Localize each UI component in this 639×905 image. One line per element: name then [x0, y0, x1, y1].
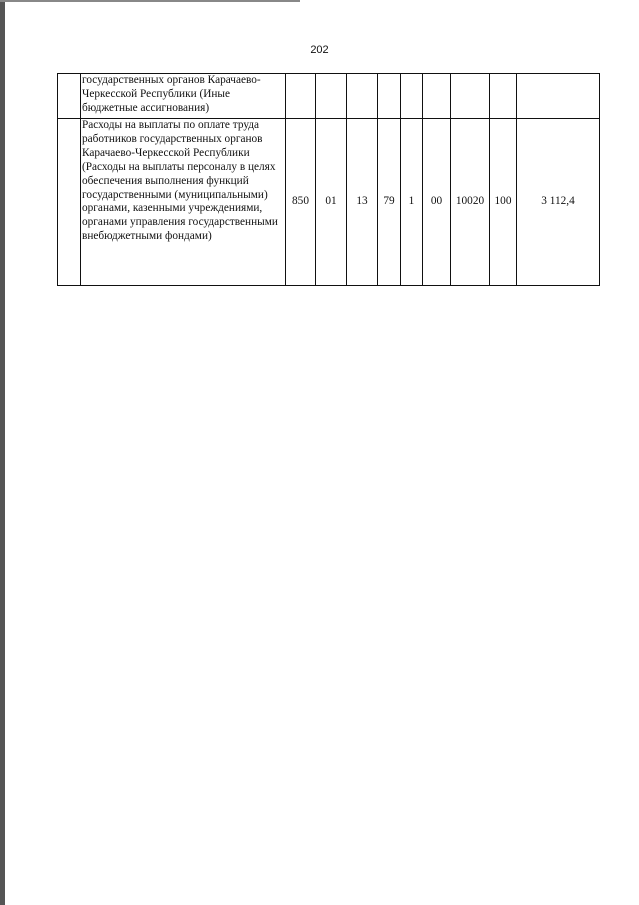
cell: [490, 74, 517, 119]
cell: [316, 74, 347, 119]
table-row: [58, 74, 600, 119]
description-cell: Расходы на выплаты по оплате труда работников государственных органов Карачаево-Черкесской Республики (Расходы на выплаты персоналу в целях обеспечения выполнения функций государственными (муниципальными) органами, казенными учреждениями, органами управления государственными внебюджетными фондами): [81, 119, 286, 286]
page-number: 202: [310, 44, 329, 56]
scan-edge: [0, 0, 5, 905]
cell: [451, 74, 490, 119]
cell: 79: [378, 119, 401, 286]
cell: [401, 74, 423, 119]
index-cell: [58, 74, 81, 119]
cell: [423, 74, 451, 119]
cell: [517, 74, 600, 119]
cell: 100: [490, 119, 517, 286]
cell: 01: [316, 119, 347, 286]
scan-edge-top: [0, 0, 300, 2]
index-cell: [58, 119, 81, 286]
budget-table: [57, 73, 600, 286]
amount-cell: 3 112,4: [517, 119, 600, 286]
cell: 00: [423, 119, 451, 286]
cell: 13: [347, 119, 378, 286]
description-cell: государственных органов Карачаево-Черкесской Республики (Иные бюджетные ассигнования): [81, 74, 286, 119]
cell: 10020: [451, 119, 490, 286]
cell: 850: [286, 119, 316, 286]
cell: [378, 74, 401, 119]
cell: [286, 74, 316, 119]
cell: [347, 74, 378, 119]
table-row: [58, 119, 600, 286]
cell: 1: [401, 119, 423, 286]
